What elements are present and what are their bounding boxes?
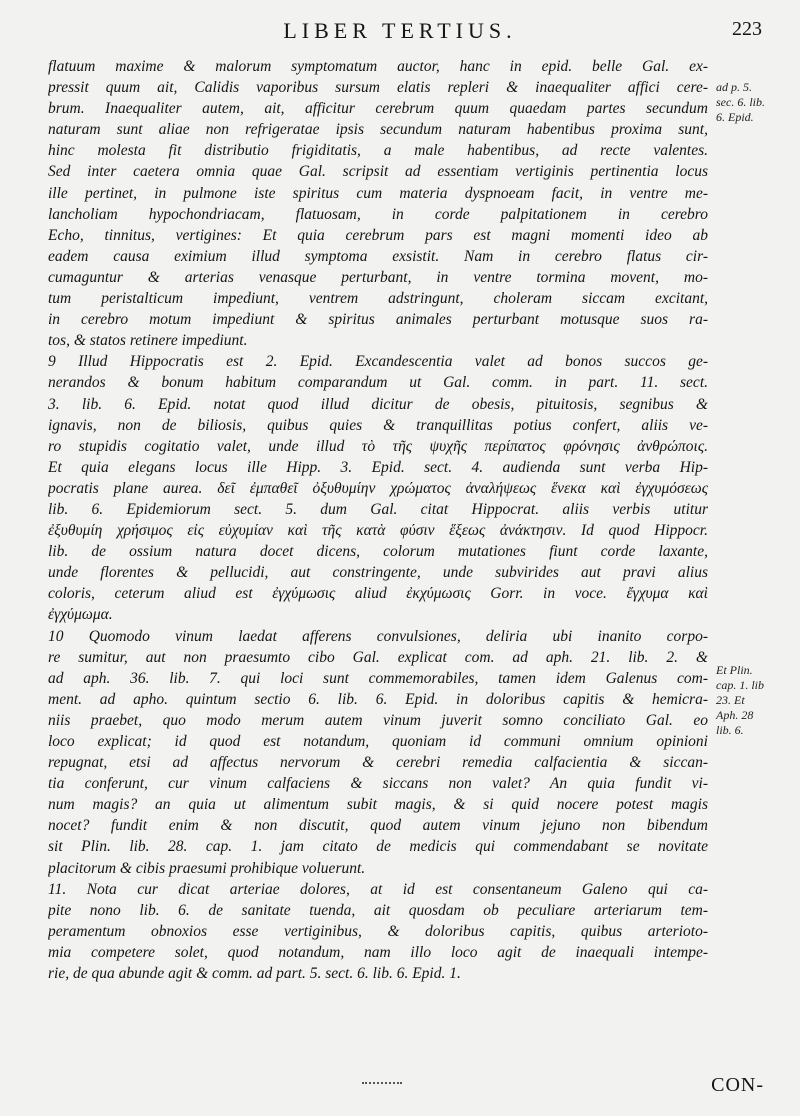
text-line: nerandos & bonum habitum comparandum ut Gal. comm. in part. 11. sect. <box>48 374 708 392</box>
text-line: coloris, ceterum aliud est ἐγχύμωσις aliud ἐκχύμωσις Gorr. in voce. ἔγχυμα καὶ <box>48 585 708 603</box>
text-line: ad aph. 36. lib. 7. qui loci sunt commemorabiles, tamen idem Galenus com- <box>48 669 708 687</box>
margin-note-line: Aph. 28 <box>716 708 754 722</box>
margin-note-reference-2 <box>716 663 796 738</box>
text-line: ἐγχύμωμα. <box>48 606 113 624</box>
margin-note-line: lib. 6. <box>716 723 744 737</box>
text-line: repugnat, etsi ad affectus nervorum & cerebri remedia calfacientia & siccan- <box>48 754 708 772</box>
text-line: hinc molesta fit distributio frigiditatis, a male habentibus, ad recte valentes. <box>48 142 708 160</box>
text-line: pocratis plane aurea. δεῖ ἐμπαθεῖ ὀξυθυμίην χρώματος ἀναλήψεως ἕνεκα καὶ ἐγχυμόσεως <box>48 479 708 497</box>
text-line: loco explicat; id quod est notandum, quoniam id communi omnium opinioni <box>48 733 708 750</box>
margin-note-line: ad p. 5. <box>716 80 752 94</box>
text-line: lancholiam hypochondriacam, flatuosam, in corde palpitationem in cerebro <box>48 205 708 223</box>
text-line: rie, de qua abunde agit & comm. ad part. 5. sect. 6. lib. 6. Epid. 1. <box>48 965 461 983</box>
text-line: niis praebet, quo modo merum autem vinum juverit somno conciliato Gal. eo <box>48 711 708 729</box>
text-line: placitorum & cibis praesumi prohibique voluerunt. <box>48 859 366 877</box>
margin-note-line: 23. Et <box>716 693 745 707</box>
text-line: naturam sunt aliae non refrigeratae ipsis secundum naturam habentibus proxima sunt, <box>48 121 708 139</box>
text-line: re sumitur, aut non praesumto cibo Gal. explicat com. ad aph. 21. lib. 2. & <box>48 648 708 666</box>
text-line: peramentum obnoxios esse vertiginibus, & doloribus capitis, quibus arterioto- <box>48 922 708 940</box>
page-number: 223 <box>732 18 762 40</box>
text-line: lib. de ossium natura docet dicens, colorum mutationes fiunt corde laxante, <box>48 543 708 561</box>
text-line: 11. Nota cur dicat arteriae dolores, at id est consentaneum Galeno qui ca- <box>48 880 708 898</box>
text-line: in cerebro motum impediunt & spiritus animales perturbant motusque suos ra- <box>48 311 708 329</box>
text-line: tos, & statos retinere impediunt. <box>48 332 248 350</box>
margin-note-line: 6. Epid. <box>716 110 754 124</box>
text-line: num magis? an quia ut alimentum subit magis, & si quid nocere potest magis <box>48 796 708 814</box>
text-line: eadem causa eximium illud symptoma exsistit. Nam in cerebro flatus cir- <box>48 247 708 265</box>
catchword: CON- <box>711 1074 764 1096</box>
text-line: sit Plin. lib. 28. cap. 1. jam citato de medicis qui commendabant se novitate <box>48 838 708 856</box>
running-title: LIBER TERTIUS. <box>283 18 517 43</box>
text-line: cumaguntur & arterias venasque perturbant, in ventre tormina movent, mo- <box>48 268 708 286</box>
text-line: Echo, tinnitus, vertigines: Et quia cerebrum pars est magni momenti ideo ab <box>48 226 708 244</box>
margin-note-line: sec. 6. lib. <box>716 95 765 109</box>
text-line: pite nono lib. 6. de sanitate tuenda, ait quosdam ob peculiare arteriarum tem- <box>48 901 708 919</box>
text-line: 10 Quomodo vinum laedat afferens convulsiones, deliria ubi inanito corpo- <box>48 627 708 645</box>
margin-note-reference-1 <box>716 80 796 125</box>
text-line: Et quia elegans locus ille Hipp. 3. Epid. sect. 4. audienda sunt verba Hip- <box>48 458 708 476</box>
margin-note-line: Et Plin. <box>716 663 753 677</box>
text-line: tum peristalticum impediunt, ventrem adstringunt, choleram siccam excitant, <box>48 290 708 308</box>
margin-note-line: cap. 1. lib <box>716 678 764 692</box>
text-line: tia conferunt, cur vinum calfaciens & siccans non valet? An quia fundit vi- <box>48 775 708 793</box>
text-line: ἐξυθυμίη χρήσιμος εἰς εὐχυμίαν καὶ τῆς κατὰ φύσιν ἕξεως ἀνάκτησιν. Id quod Hippocr. <box>48 522 708 540</box>
text-line: unde florentes & pellucidi, aut constringente, unde subvirides aut pravi alius <box>48 564 708 582</box>
text-line: ment. ad apho. quintum sectio 6. lib. 6. Epid. in doloribus capitis & hemicra- <box>48 690 708 708</box>
text-line: 3. lib. 6. Epid. notat quod illud dicitur de obesis, pituitosis, segnibus & <box>48 395 708 413</box>
text-line: ignavis, non de biliosis, quibus quies & tranquillitas potius confert, aliis ve- <box>48 416 708 434</box>
text-line: brum. Inaequaliter autem, ait, afficitur cerebrum quum quaedam partes secundum <box>48 100 708 118</box>
text-line: Sed inter caetera omnia quae Gal. scripsit ad essentiam vertiginis pertinentia locus <box>48 163 708 181</box>
text-line: flatuum maxime & malorum symptomatum auctor, hanc in epid. belle Gal. ex- <box>48 58 708 75</box>
text-line: mia competere solet, quod notandum, nam illo loco agit de inaequali intempe- <box>48 943 708 961</box>
footer-ornament <box>362 1082 402 1086</box>
text-line: lib. 6. Epidemiorum sect. 5. dum Gal. citat Hippocrat. aliis verbis utitur <box>48 500 708 518</box>
text-line: 9 Illud Hippocratis est 2. Epid. Excandescentia valet ad bonos succos ge- <box>48 353 708 371</box>
text-line: ille pertinet, in pulmone iste spiritus cum materia dyspnoeam facit, in ventre me- <box>48 184 708 202</box>
text-line: pressit quum ait, Calidis vaporibus sursum elatis repleri & inaequaliter affici cere- <box>48 79 708 97</box>
text-line: ro stupidis cogitatio valet, unde illud τὸ τῆς ψυχῆς περίπατος φρόνησις ἀνθρώποις. <box>48 437 708 455</box>
main-text-block <box>48 56 708 984</box>
text-line: nocet? fundit enim & non discutit, quod autem vinum jejuno non bibendum <box>48 817 708 835</box>
